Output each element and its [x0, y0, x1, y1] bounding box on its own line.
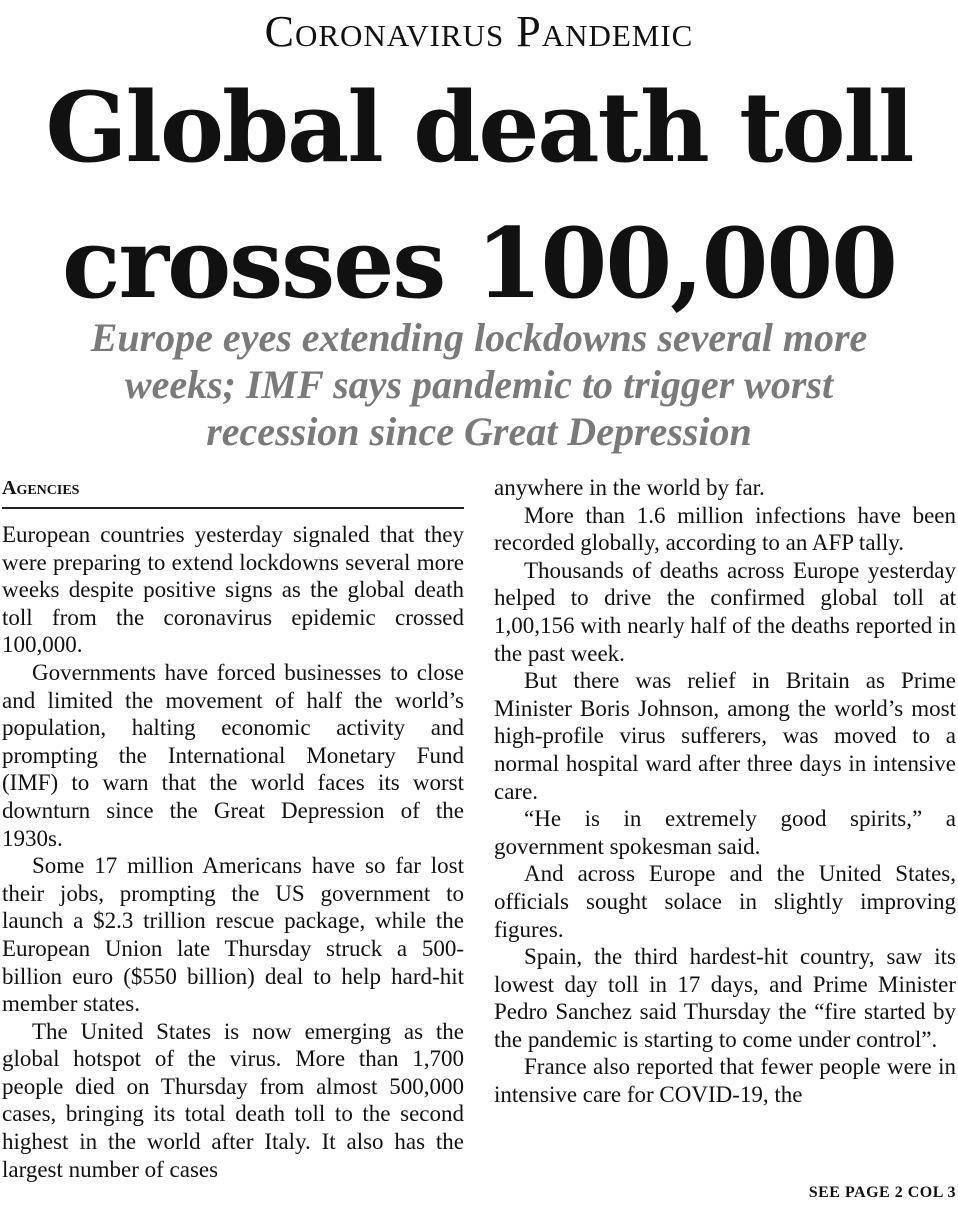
deck-line-3: recession since Great Depression	[206, 409, 752, 454]
paragraph: Governments have forced businesses to close and limited the movement of half the world’s population, halting economic activity and prompting the International Monetary Fund (IMF) to warn that the world faces its worst downturn since the Great Depression of the 1930s.	[2, 659, 464, 851]
paragraph: And across Europe and the United States, officials sought solace in slightly improving figures.	[494, 861, 956, 942]
paragraph: France also reported that fewer people were in intensive care for COVID-19, the	[494, 1054, 956, 1108]
paragraph: But there was relief in Britain as Prime Minister Boris Johnson, among the world’s most high-profile virus sufferers, was moved to a normal hospital ward after three days in intensive care.	[494, 668, 956, 804]
byline: Agencies	[2, 476, 464, 509]
paragraph: European countries yesterday signaled that they were preparing to extend lockdowns several more weeks despite positive signs as the global death toll from the coronavirus epidemic crossed 100,000.	[2, 522, 464, 658]
headline-line-1: Global death toll	[45, 71, 913, 184]
deck-line-1: Europe eyes extending lockdowns several more	[90, 315, 868, 360]
paragraph: Thousands of deaths across Europe yesterday helped to drive the confirmed global toll at 1,00,156 with nearly half of the deaths reported in the past week.	[494, 557, 956, 666]
paragraph: Some 17 million Americans have so far lost their jobs, prompting the US government to launch a $2.3 trillion rescue package, while the European Union late Thursday struck a 500-billion euro ($550 billion) deal to help hard-hit member states.	[2, 853, 464, 1017]
jump-line: SEE PAGE 2 COL 3	[808, 1184, 956, 1201]
paragraph: Spain, the third hardest-hit country, saw its lowest day toll in 17 days, and Prime Minister Pedro Sanchez said Thursday the “fire started by the pandemic is starting to come under control”.	[494, 944, 956, 1052]
headline	[0, 60, 958, 332]
body-column-right	[494, 474, 956, 1109]
headline-line-2: crosses 100,000	[62, 207, 896, 320]
deck-line-2: weeks; IMF says pandemic to trigger worst	[124, 362, 834, 407]
paragraph: “He is in extremely good spirits,” a government spokesman said.	[494, 806, 956, 859]
paragraph-continuation: anywhere in the world by far.	[494, 475, 765, 500]
paragraph: More than 1.6 million infections have been recorded globally, according to an AFP tally.	[494, 502, 956, 556]
section-kicker: Coronavirus Pandemic	[264, 7, 694, 56]
paragraph: The United States is now emerging as the global hotspot of the virus. More than 1,700 people died on Thursday from almost 500,000 cases, bringing its total death toll to the second highest in the world after Italy. It also has the largest number of cases	[2, 1018, 464, 1182]
deck-subheadline	[0, 314, 958, 455]
body-column-left	[2, 521, 464, 1183]
